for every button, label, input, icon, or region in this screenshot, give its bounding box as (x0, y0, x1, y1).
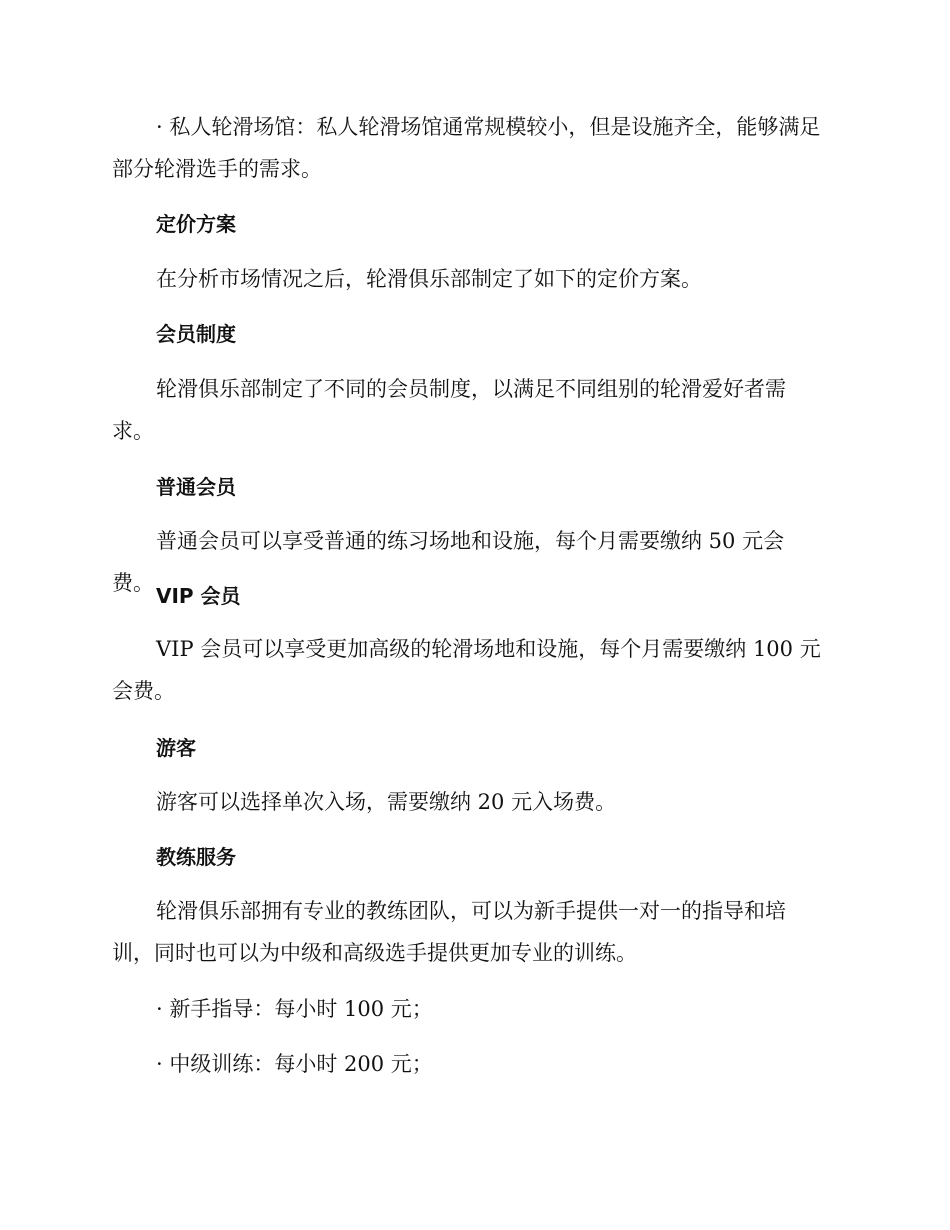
heading-regular-member: 普通会员 (156, 475, 236, 499)
paragraph-pricing: 在分析市场情况之后，轮滑俱乐部制定了如下的定价方案。 (156, 267, 702, 291)
paragraph-vip-member: VIP 会员可以享受更加高级的轮滑场地和设施，每个月需要缴纳 100 元会费。 (112, 637, 821, 703)
heading-coach-service: 教练服务 (156, 845, 236, 869)
heading-pricing: 定价方案 (156, 212, 236, 236)
paragraph-regular-member: 普通会员可以享受普通的练习场地和设施，每个月需要缴纳 50 元会费。 (112, 529, 785, 595)
paragraph-private-rink: · 私人轮滑场馆：私人轮滑场馆通常规模较小，但是设施齐全，能够满足部分轮滑选手的需求。 (112, 115, 821, 181)
paragraph-visitor: 游客可以选择单次入场，需要缴纳 20 元入场费。 (156, 790, 617, 814)
heading-visitor: 游客 (156, 736, 196, 760)
paragraph-coach-service: 轮滑俱乐部拥有专业的教练团队，可以为新手提供一对一的指导和培训，同时也可以为中级和高级选手提供更加专业的训练。 (112, 899, 786, 965)
bullet-beginner: · 新手指导：每小时 100 元； (156, 997, 433, 1021)
heading-membership: 会员制度 (156, 322, 236, 346)
paragraph-membership: 轮滑俱乐部制定了不同的会员制度，以满足不同组别的轮滑爱好者需求。 (112, 377, 786, 443)
bullet-intermediate: · 中级训练：每小时 200 元； (156, 1052, 433, 1076)
heading-vip-member: VIP 会员 (156, 584, 241, 608)
